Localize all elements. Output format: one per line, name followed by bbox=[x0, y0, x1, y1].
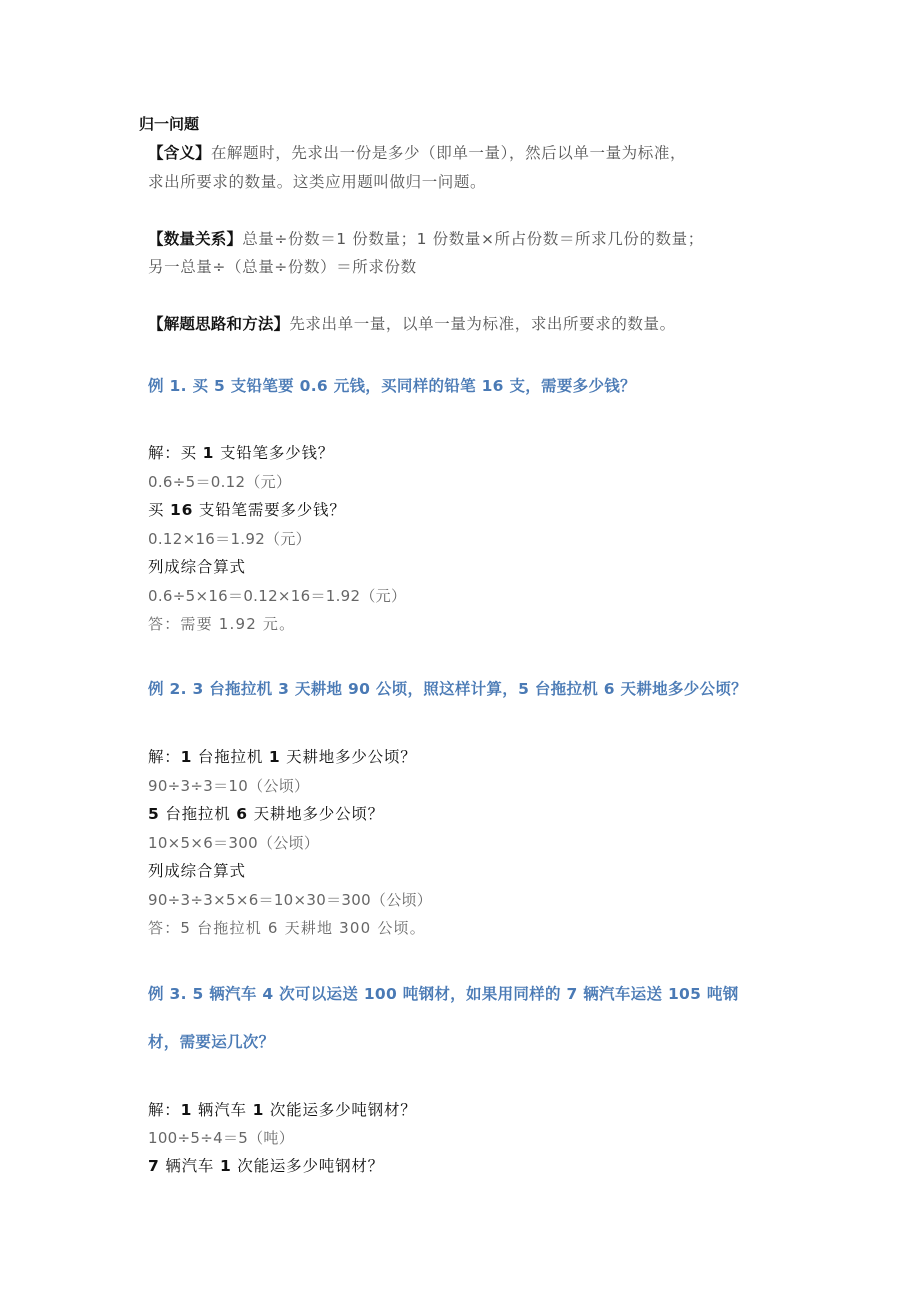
example-1-calc-2: 0.12×16＝1.92（元） bbox=[148, 530, 311, 548]
relation-line-2: 另一总量÷（总量÷份数）＝所求份数 bbox=[148, 258, 417, 276]
example-3-step-2: 7 辆汽车 1 次能运多少吨钢材？ bbox=[148, 1157, 384, 1175]
example-1-step-1: 解：买 1 支铅笔多少钱？ bbox=[148, 444, 335, 462]
relation-line-1 bbox=[148, 232, 704, 248]
example-1-calc-1: 0.6÷5＝0.12（元） bbox=[148, 473, 292, 491]
example-1-combined-calc: 0.6÷5×16＝0.12×16＝1.92（元） bbox=[148, 587, 407, 605]
method-text: 先求出单一量，以单一量为标准，求出所要求的数量。 bbox=[289, 315, 676, 333]
example-3-calc-1: 100÷5÷4＝5（吨） bbox=[148, 1129, 294, 1147]
document-title: 归一问题 bbox=[139, 115, 200, 133]
example-2-calc-1: 90÷3÷3＝10（公顷） bbox=[148, 777, 310, 795]
example-2-step-1: 解：1 台拖拉机 1 天耕地多少公顷？ bbox=[148, 748, 417, 766]
definition-tag: 【含义】 bbox=[148, 144, 211, 162]
example-2-combined-calc: 90÷3÷3×5×6＝10×30＝300（公顷） bbox=[148, 891, 433, 909]
example-2-combined-label: 列成综合算式 bbox=[148, 862, 246, 880]
example-3-step-1: 解：1 辆汽车 1 次能运多少吨钢材？ bbox=[148, 1101, 417, 1119]
example-3-question-line-2: 材，需要运几次？ bbox=[148, 1033, 275, 1051]
relation-tag: 【数量关系】 bbox=[148, 230, 243, 248]
example-2-answer: 答：5 台拖拉机 6 天耕地 300 公顷。 bbox=[148, 919, 426, 937]
example-2-question: 例 2. 3 台拖拉机 3 天耕地 90 公顷，照这样计算，5 台拖拉机 6 天耕地多少公顷？ bbox=[148, 680, 747, 698]
example-3-question-line-1: 例 3. 5 辆汽车 4 次可以运送 100 吨钢材，如果用同样的 7 辆汽车运送 105 吨钢 bbox=[148, 985, 739, 1003]
definition-text-1: 在解题时，先求出一份是多少（即单一量），然后以单一量为标准， bbox=[210, 144, 687, 162]
example-2-calc-2: 10×5×6＝300（公顷） bbox=[148, 834, 320, 852]
example-1-combined-label: 列成综合算式 bbox=[148, 558, 246, 576]
definition-line-1 bbox=[148, 146, 686, 162]
definition-line-2: 求出所要求的数量。这类应用题叫做归一问题。 bbox=[148, 173, 487, 191]
relation-text-1: 总量÷份数＝1 份数量；1 份数量×所占份数＝所求几份的数量； bbox=[242, 230, 704, 248]
example-1-step-2: 买 16 支铅笔需要多少钱？ bbox=[148, 501, 346, 519]
method-tag: 【解题思路和方法】 bbox=[148, 315, 290, 333]
method-line bbox=[148, 317, 676, 333]
example-2-step-2: 5 台拖拉机 6 天耕地多少公顷？ bbox=[148, 805, 384, 823]
example-1-answer: 答：需要 1.92 元。 bbox=[148, 615, 296, 633]
example-1-question: 例 1. 买 5 支铅笔要 0.6 元钱，买同样的铅笔 16 支，需要多少钱？ bbox=[148, 377, 636, 395]
